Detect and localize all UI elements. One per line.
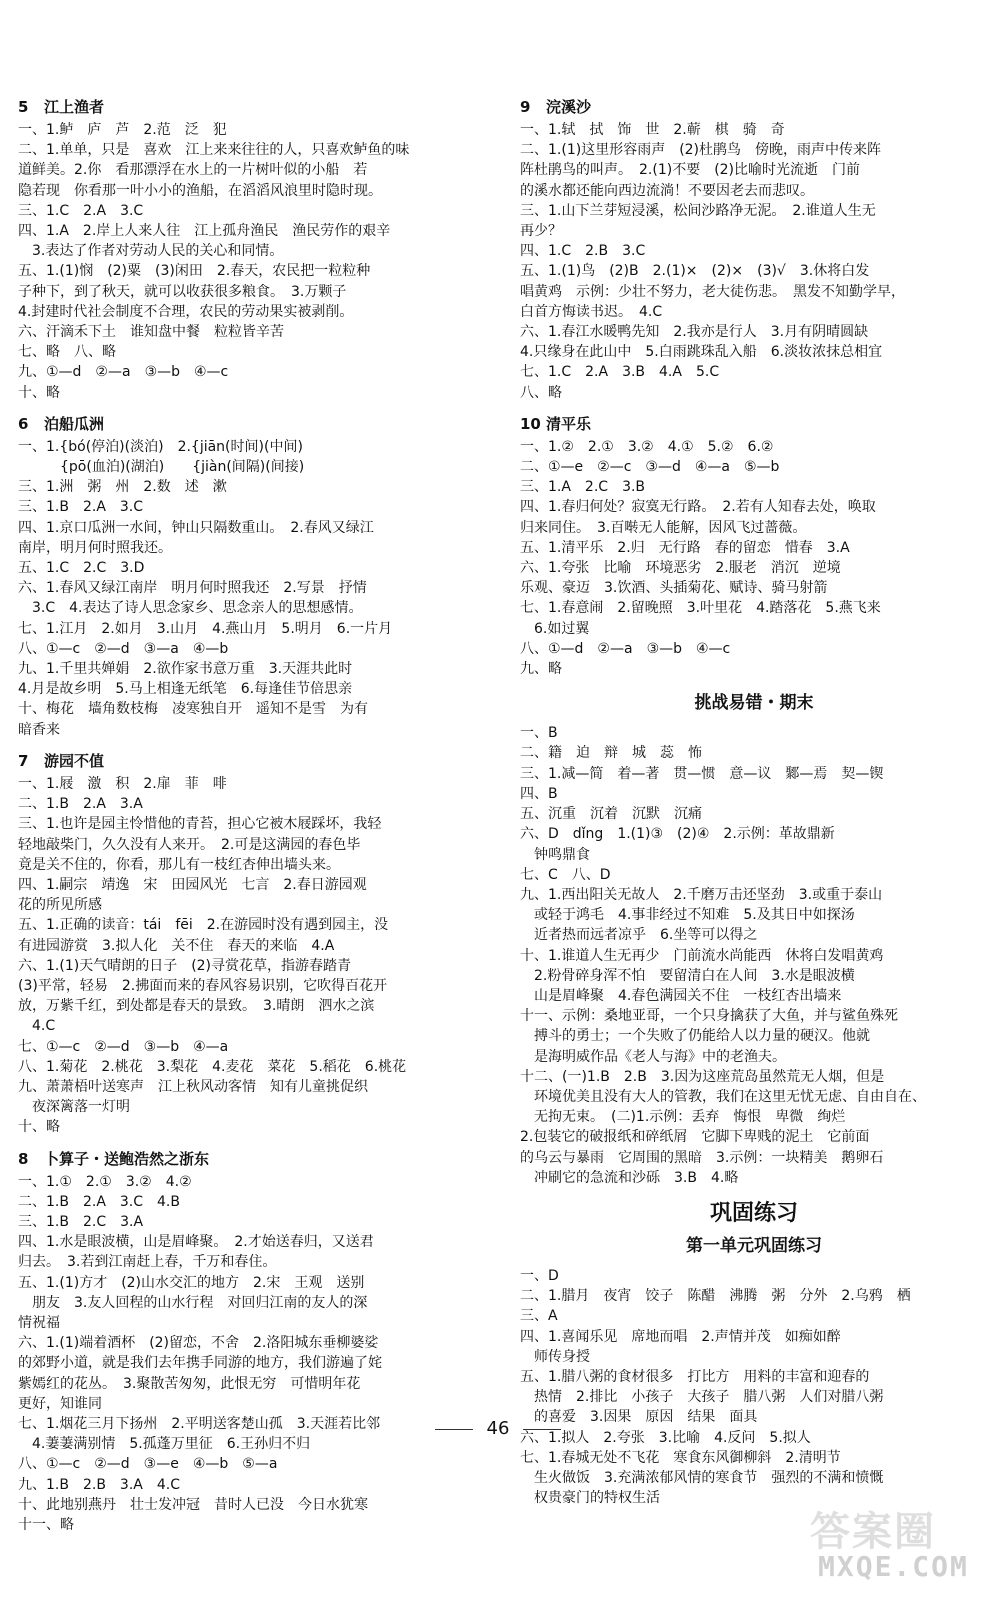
answer-line: 暗香来 [18,721,60,738]
answer-line: 一、1.① 2.① 3.② 4.② [18,1173,192,1190]
lesson-title [520,96,988,118]
lesson-title-text: 江上渔者 [44,98,105,116]
answer-line: 三、1.洲 粥 州 2.数 述 漱 [18,479,227,496]
answer-line: 三、1.山下兰芽短浸溪，松间沙路净无泥。 2.谁道人生无 [520,202,876,219]
answer-line: 的喜爱 3.因果 原因 结果 面具 [520,1409,758,1426]
answer-line: 紫嫣红的花丛。 3.聚散苦匆匆，此恨无穷 可惜明年花 [18,1375,361,1392]
answer-line: 四、B [520,785,558,802]
page-number-footer [0,1418,996,1439]
answer-line: 3.表达了作者对劳动人民的关心和同情。 [18,243,284,260]
challenge-section [520,723,988,1188]
answer-line: 五、1.(1)方才 (2)山水交汇的地方 2.宋 王观 送别 [18,1274,365,1291]
lesson-number: 10 [520,414,541,433]
answer-line: {pō(血泊)(湖泊) {jiàn(间隔)(间接) [18,459,305,476]
answer-line: 四、1.京口瓜洲一水间，钟山只隔数重山。 2.春风又绿江 [18,519,374,536]
lesson-section [18,413,488,740]
challenge-title: 挑战易错・期末 [694,693,814,714]
answer-line: 情祝福 [18,1314,60,1331]
answer-line: 五、1.(1)鸟 (2)B 2.(1)× (2)× (3)√ 3.休将白发 [520,263,870,280]
lesson-title-text: 浣溪沙 [546,98,592,116]
answer-line: 十、略 [18,384,60,401]
answer-line: 八、①—c ②—d ③—a ④—b [18,640,229,657]
answer-line: 九、1.千里共婵娟 2.欲作家书意万重 3.天涯共此时 [18,661,353,678]
answer-line: 搏斗的勇士；一个失败了仍能给人以力量的硬汉。他就 [520,1028,870,1045]
footer-dash-left [435,1429,473,1430]
answer-line: 朋友 3.友人回程的山水行程 对回归江南的友人的深 [18,1294,368,1311]
answer-line: 3.C 4.表达了诗人思念家乡、思念亲人的思想感情。 [18,600,363,617]
answer-line: 4.萋萋满别情 5.孤蓬万里征 6.王孙归不归 [18,1436,311,1453]
answer-line: 放，万紫千红，到处都是春天的景致。 3.晴朗 泗水之滨 [18,998,375,1015]
lesson-title-text: 泊船瓜洲 [44,414,105,433]
answer-line: 二、1.单单，只是 喜欢 江上来来往往的人，只喜欢鲈鱼的味 [18,142,410,159]
answer-line: 一、B [520,725,558,742]
lesson-number: 9 [520,98,531,116]
watermark-sub-text: MXQE.COM [818,1550,969,1583]
answer-line: 的郊野小道，就是我们去年携手同游的地方，我们游遍了姹 [18,1355,382,1372]
answer-line: 一、D [520,1267,559,1284]
answer-line: 一、1.屐 激 积 2.扉 菲 啡 [18,775,227,792]
watermark-main-text: 答案圈 [810,1509,936,1555]
answer-line: 七、1.江月 2.如月 3.山月 4.燕山月 5.明月 6.一片月 [18,620,393,637]
lesson-title-text: 游园不值 [44,751,105,770]
answer-line: 十一、略 [18,1517,74,1533]
answer-line: 九、略 [520,661,562,678]
page-number: 46 [486,1418,510,1439]
answer-line: 三、1.B 2.C 3.A [18,1213,144,1230]
consolidation-title: 巩固练习 [709,1200,798,1226]
answer-line: 三、A [520,1308,558,1325]
answer-line: 2.包装它的破报纸和碎纸屑 它脚下卑贱的泥土 它前面 [520,1129,870,1146]
answer-line: 花的所见所感 [18,897,102,914]
answer-line: 轻地敲柴门，久久没有人来开。 2.可是这满园的春色毕 [18,836,361,853]
answer-line: 的溪水都还能向西边流淌！不要因老去而悲叹。 [520,182,814,199]
answer-line: 八、1.菊花 2.桃花 3.梨花 4.麦花 菜花 5.稻花 6.桃花 [18,1058,407,1075]
consolidation-subtitle: 第一单元巩固练习 [686,1235,822,1256]
answer-line: 五、1.腊八粥的食材很多 打比方 用料的丰富和迎春的 [520,1368,870,1385]
lesson-section [18,1148,488,1536]
answer-line: 七、C 八、D [520,866,611,883]
answer-line: 三、1.B 2.A 3.C [18,499,144,516]
lesson-title [18,750,488,772]
answer-line: 二、籍 迫 辩 城 蕊 怖 [520,745,702,762]
left-column [18,96,488,1545]
answer-line: 归来同住。 3.百啭无人能解，因风飞过蔷薇。 [520,519,807,536]
answer-line: 十、此地别燕丹 壮士发冲冠 昔时人已没 今日水犹寒 [18,1496,368,1513]
lesson-number: 7 [18,751,29,770]
lesson-number: 5 [18,98,29,116]
answer-line: 六、1.夸张 比喻 环境恶劣 2.服老 消沉 逆境 [520,560,841,577]
answer-line: 权贵豪门的特权生活 [520,1490,660,1507]
answer-line: 2.粉骨碎身浑不怕 要留清白在人间 3.水是眼波横 [520,967,855,984]
answer-line: 环境优美且没有大人的管教，我们在这里无忧无虑、自由自在、 [520,1088,926,1105]
answer-line: 归去。 3.若到江南赶上春，千万和春住。 [18,1254,277,1271]
answer-line: (3)平常，轻易 2.拂面而来的春风容易识别，它吹得百花开 [18,977,388,994]
answer-line: 二、1.腊月 夜宵 饺子 陈醋 沸腾 粥 分外 2.乌鸦 栖 [520,1288,911,1305]
answer-line: 乐观、豪迈 3.饮酒、头插菊花、赋诗、骑马射箭 [520,580,828,597]
answer-line: 二、1.(1)这里形容雨声 (2)杜鹃鸟 傍晚，雨声中传来阵 [520,142,882,159]
answer-line: 或轻于鸿毛 4.事非经过不知难 5.及其日中如探汤 [520,907,855,924]
answer-line: 十、梅花 墙角数枝梅 凌寒独自开 遥知不是雪 为有 [18,701,368,718]
answer-line: 五、1.(1)悯 (2)粟 (3)闲田 2.春天，农民把一粒粒种 [18,263,371,280]
answer-line: 热情 2.排比 小孩子 大孩子 腊八粥 人们对腊八粥 [520,1389,884,1406]
answer-line: 七、①—c ②—d ③—b ④—a [18,1038,229,1055]
lesson-section [18,96,488,403]
lesson-title [18,413,488,435]
lesson-title-text: 清平乐 [546,414,592,433]
answer-line: 冲刷它的急流和沙砾 3.B 4.略 [520,1169,739,1186]
answer-line: 4.只缘身在此山中 5.白雨跳珠乱入船 6.淡妆浓抹总相宜 [520,344,883,361]
lesson-number: 6 [18,414,29,433]
answer-line: 二、1.B 2.A 3.C 4.B [18,1193,180,1210]
answer-line: 4.封建时代社会制度不合理，农民的劳动果实被剥削。 [18,303,354,320]
answer-line: 一、1.轼 拭 饰 世 2.蕲 棋 骑 奇 [520,122,785,138]
right-column [520,96,988,1518]
answer-line: 三、1.减—简 着—著 贯—惯 意—议 鄹—焉 契—锲 [520,765,884,782]
answer-line: 七、1.春城无处不飞花 寒食东风御柳斜 2.清明节 [520,1449,841,1466]
answer-line: 九、1.西出阳关无故人 2.千磨万击还坚劲 3.或重于泰山 [520,886,883,903]
answer-line: 山是眉峰聚 4.春色满园关不住 一枝红杏出墙来 [520,987,842,1004]
watermark-logo [800,1500,980,1588]
answer-line: 七、1.C 2.A 3.B 4.A 5.C [520,364,720,381]
answer-line: 有进园游赏 3.拟人化 关不住 春天的来临 4.A [18,937,335,954]
answer-line: 八、①—d ②—a ③—b ④—c [520,640,731,657]
answer-line: 九、①—d ②—a ③—b ④—c [18,364,229,381]
answer-line: 近者热而远者凉乎 6.坐等可以得之 [520,927,758,944]
answer-line: 十、略 [18,1119,60,1136]
answer-line: 十一、示例：桑地亚哥，一个只身擒获了大鱼，并与鲨鱼殊死 [520,1008,898,1025]
answer-line: 隐若现 你看那一叶小小的渔船，在滔滔风浪里时隐时现。 [18,182,382,199]
footer-dash-right [523,1429,561,1430]
answer-line: 六、1.拟人 2.夸张 3.比喻 4.反问 5.拟人 [520,1429,811,1446]
lesson-number: 8 [18,1149,29,1168]
answer-line: 师传身授 [520,1348,590,1365]
answer-line: 再少？ [520,223,562,240]
answer-line: 一、1.鲈 庐 芦 2.范 泛 犯 [18,122,227,138]
answer-line: 六、1.(1)天气晴朗的日子 (2)寻赏花草，指游春踏青 [18,957,352,974]
answer-line: 六、汗滴禾下土 谁知盘中餐 粒粒皆辛苦 [18,324,284,341]
answer-line: 三、1.A 2.C 3.B [520,479,646,496]
answer-line: 道鲜美。2.你 看那漂浮在水上的一片树叶似的小船 若 [18,162,368,179]
answer-line: 二、①—e ②—c ③—d ④—a ⑤—b [520,459,780,476]
answer-line: 四、1.嗣宗 靖逸 宋 田园风光 七言 2.春日游园观 [18,876,367,893]
lesson-title [520,413,988,435]
answer-line: 六、1.春风又绿江南岸 明月何时照我还 2.写景 抒情 [18,580,367,597]
answer-line: 十、1.谁道人生无再少 门前流水尚能西 休将白发唱黄鸡 [520,947,884,964]
answer-line: 六、1.(1)端着酒杯 (2)留恋，不舍 2.洛阳城东垂柳婆娑 [18,1335,379,1352]
answer-line: 二、1.B 2.A 3.A [18,796,143,813]
answer-line: 是海明威作品《老人与海》中的老渔夫。 [520,1048,786,1065]
answer-line: 竟是关不住的，你看，那儿有一枝红杏伸出墙头来。 [18,856,340,873]
lesson-title [18,96,488,118]
answer-line: 八、①—c ②—d ③—e ④—b ⑤—a [18,1456,278,1473]
answer-line: 五、1.C 2.C 3.D [18,560,145,577]
answer-line: 五、沉重 沉着 沉默 沉痛 [520,806,702,823]
lesson-section [520,96,988,403]
answer-line: 4.月是故乡明 5.马上相逢无纸笔 6.每逢佳节倍思亲 [18,681,353,698]
answer-line: 八、略 [520,384,562,401]
answer-line: 4.C [18,1018,56,1035]
answer-line: 六、1.春江水暖鸭先知 2.我亦是行人 3.月有阴晴圆缺 [520,324,869,341]
answer-line: 九、1.B 2.B 3.A 4.C [18,1476,180,1493]
answer-line: 五、1.清平乐 2.归 无行路 春的留恋 惜春 3.A [520,539,850,556]
consolidation-section [520,1266,988,1508]
answer-line: 三、1.C 2.A 3.C [18,202,144,219]
lesson-section [520,413,988,679]
answer-line: 十二、(一)1.B 2.B 3.因为这座荒岛虽然荒无人烟，但是 [520,1068,885,1085]
answer-line: 一、1.② 2.① 3.② 4.① 5.② 6.② [520,438,774,455]
answer-line: 七、1.烟花三月下扬州 2.平明送客楚山孤 3.天涯若比邻 [18,1415,381,1432]
answer-line: 钟鸣鼎食 [520,846,590,863]
answer-line: 唱黄鸡 示例：少壮不努力，老大徒伤悲。 黑发不知勤学早， [520,283,905,300]
answer-line: 三、1.也许是园主怜惜他的青苔，担心它被木屐踩坏，我轻 [18,816,382,833]
answer-line: 阵杜鹃鸟的叫声。 2.(1)不要 (2)比喻时光流逝 门前 [520,162,861,179]
lesson-section [18,750,488,1138]
answer-line: 九、萧萧梧叶送寒声 江上秋风动客情 知有儿童挑促织 [18,1078,368,1095]
lesson-title-text: 卜算子・送鲍浩然之浙东 [44,1149,210,1168]
answer-line: 生火做饭 3.充满浓郁风情的寒食节 强烈的不满和愤慨 [520,1469,884,1486]
answer-line: 四、1.C 2.B 3.C [520,243,646,260]
answer-line: 七、略 八、略 [18,344,116,361]
answer-line: 六、D dǐng 1.(1)③ (2)④ 2.示例：革故鼎新 [520,826,835,843]
answer-line: 四、1.水是眼波横，山是眉峰聚。 2.才始送春归，又送君 [18,1234,374,1251]
answer-line: 四、1.喜闻乐见 席地而唱 2.声情并茂 如痴如醉 [520,1328,841,1345]
answer-line: 夜深篱落一灯明 [18,1099,130,1116]
answer-line: 五、1.正确的读音：tái fēi 2.在游园时没有遇到园主，没 [18,917,389,934]
answer-line: 四、1.A 2.岸上人来人往 江上孤舟渔民 渔民劳作的艰辛 [18,223,391,240]
answer-line: 无拘无束。 (二)1.示例：丢弃 悔恨 卑微 绚烂 [520,1109,846,1126]
answer-line: 白首方悔读书迟。 4.C [520,303,663,320]
answer-line: 子种下，到了秋天，就可以收获很多粮食。 3.万颗子 [18,283,347,300]
answer-line: 6.如过翼 [520,620,590,637]
lesson-title [18,1148,488,1170]
answer-line: 七、1.春意闹 2.留晚照 3.叶里花 4.踏落花 5.燕飞来 [520,600,881,617]
answer-line: 更好，知谁同 [18,1395,102,1412]
answer-line: 南岸，明月何时照我还。 [18,539,172,556]
answer-line: 的乌云与暴雨 它周围的黑暗 3.示例：一块精美 鹅卵石 [520,1149,884,1166]
answer-line: 四、1.春归何处？寂寞无行路。 2.若有人知春去处，唤取 [520,499,876,516]
answer-line: 一、1.{bó(停泊)(淡泊) 2.{jiān(时间)(中间) [18,438,303,455]
